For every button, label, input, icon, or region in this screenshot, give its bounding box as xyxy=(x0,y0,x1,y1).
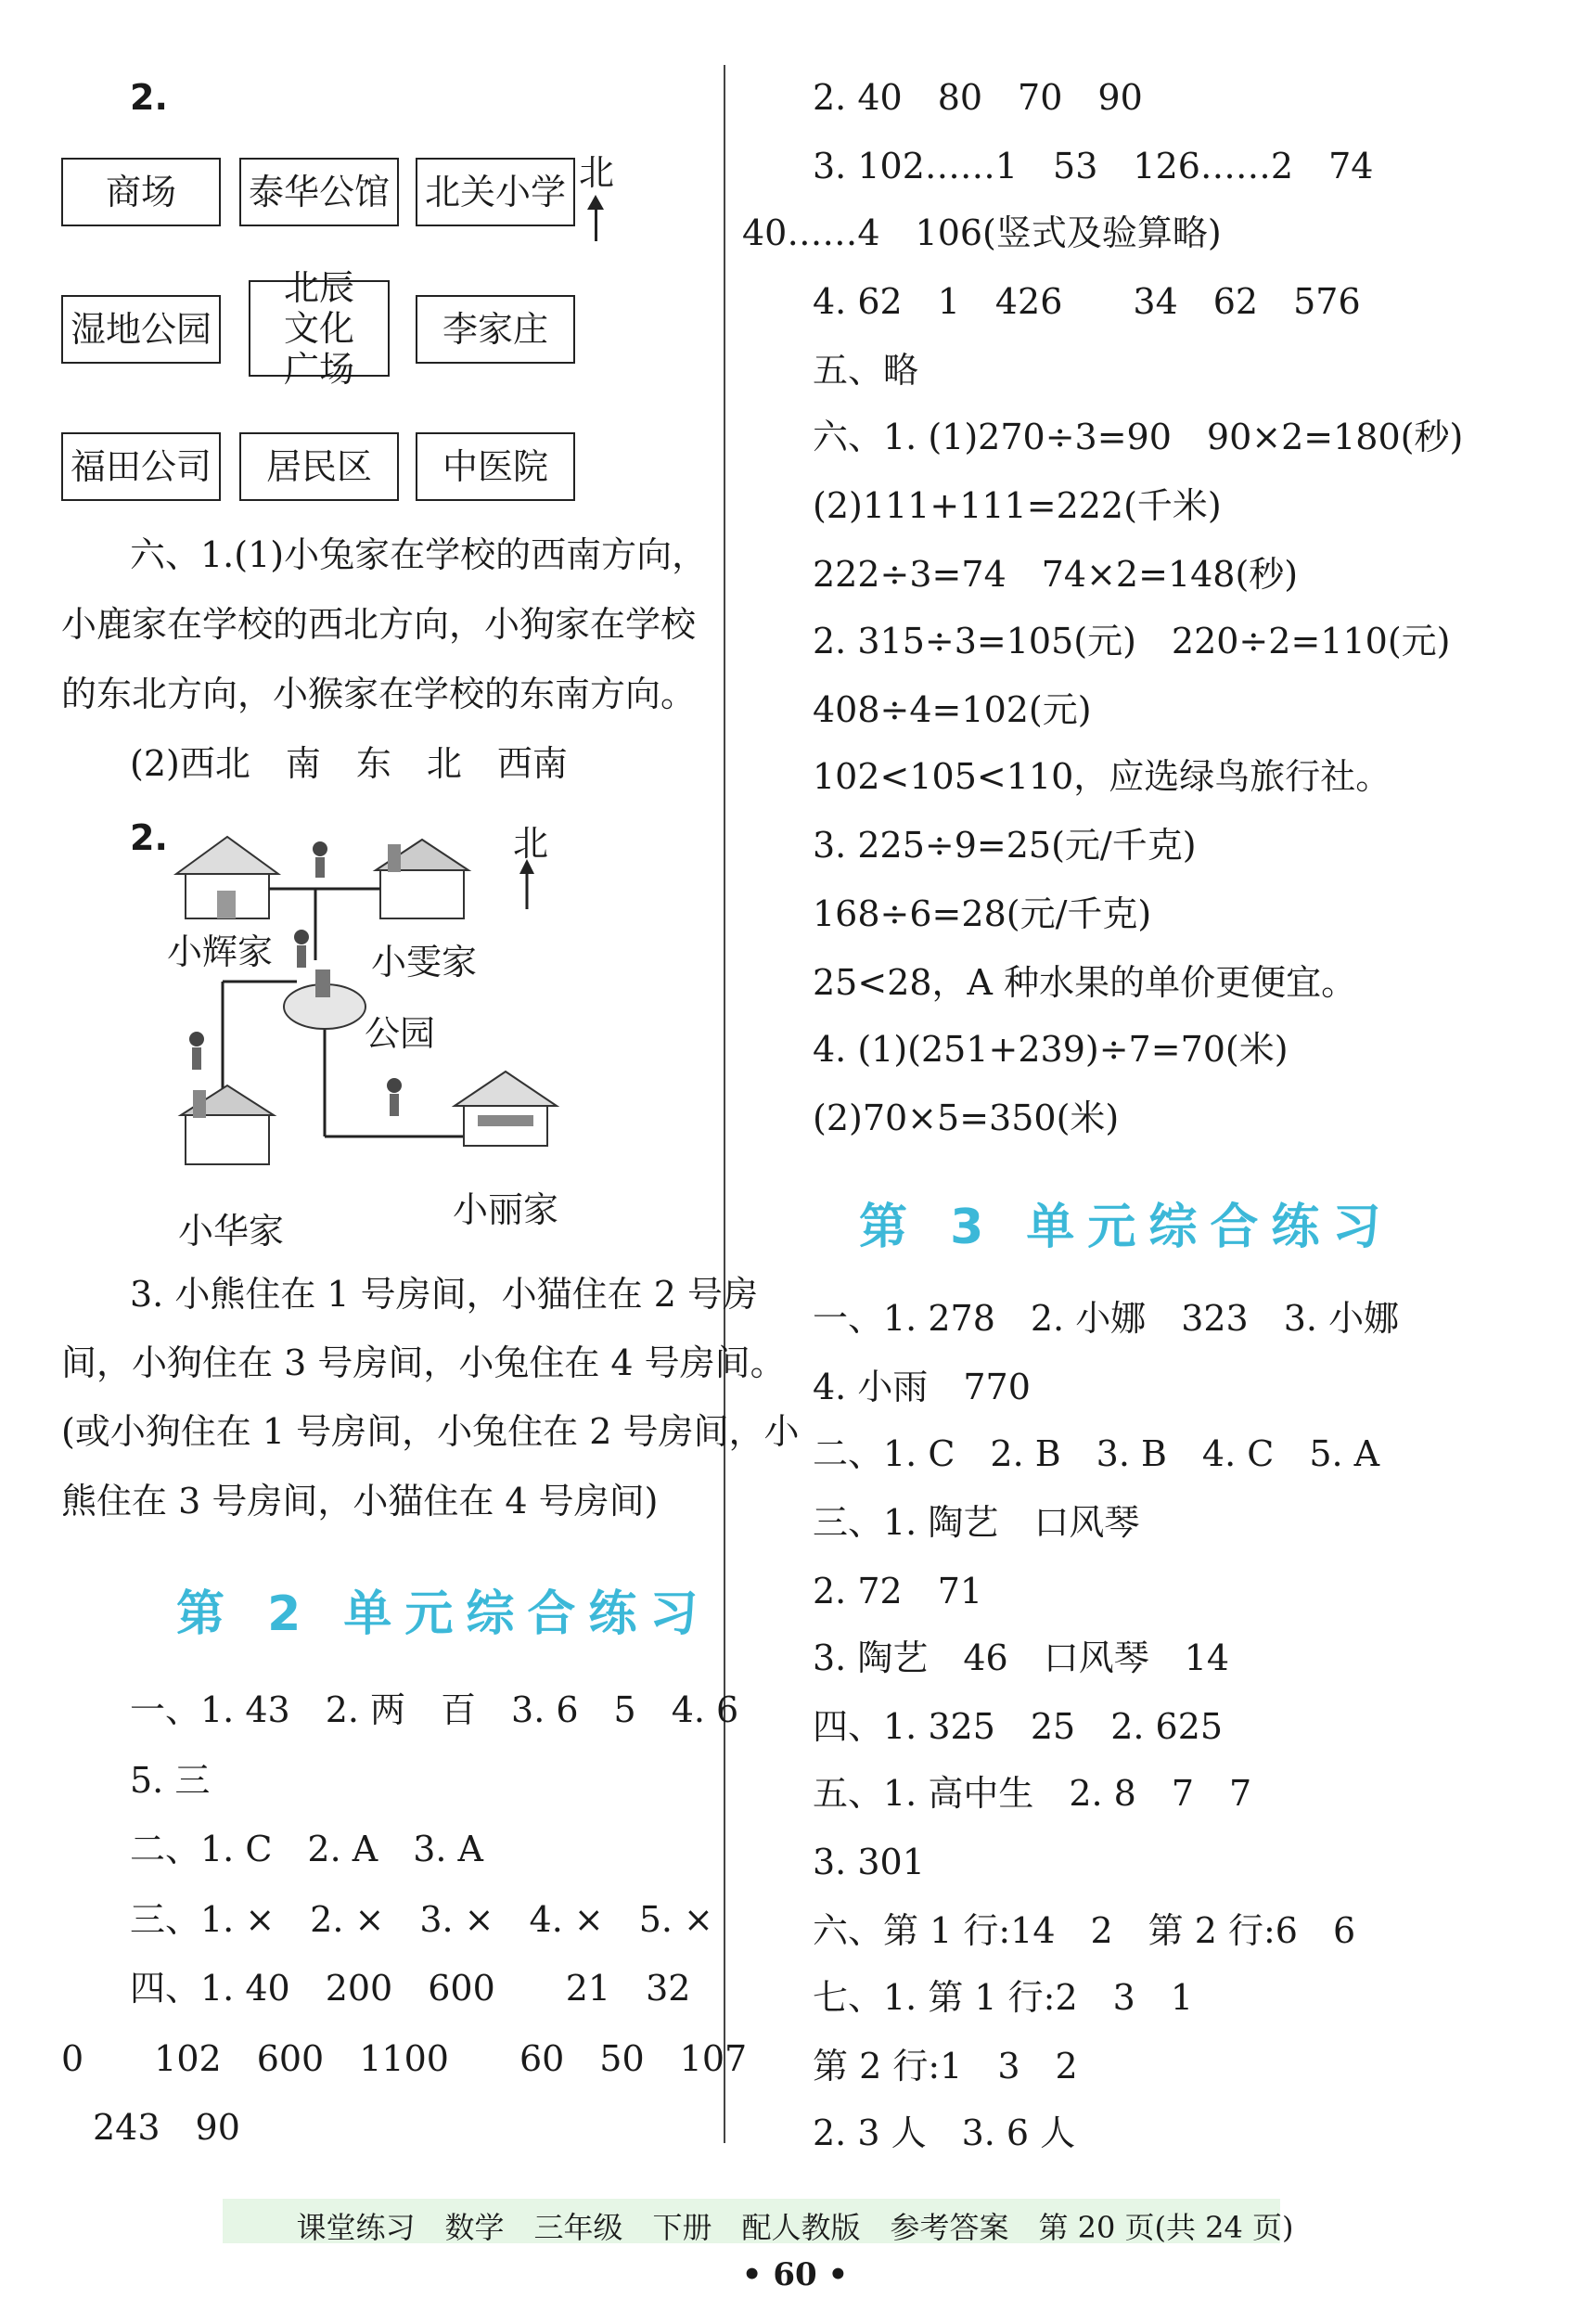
answer-line: 2. 3 人 3. 6 人 xyxy=(813,2112,1076,2153)
map-box-beichen: 北辰文化广场 xyxy=(249,280,390,377)
map-box-futian: 福田公司 xyxy=(61,432,221,501)
answer-line: 一、1. 43 2. 两 百 3. 6 5 4. 6 xyxy=(130,1689,739,1730)
map-box-tcm-hospital: 中医院 xyxy=(416,432,575,501)
north-label: 北 xyxy=(579,152,615,193)
church-icon xyxy=(181,1085,274,1164)
section-title: 第 3 单元综合练习 xyxy=(859,1200,1394,1255)
child-icon xyxy=(189,1032,204,1046)
map-box-residential: 居民区 xyxy=(239,432,399,501)
answer-line: 168÷6=28(元/千克) xyxy=(813,893,1152,934)
answer-line: 2. 315÷3=105(元) 220÷2=110(元) xyxy=(813,621,1451,661)
child-icon xyxy=(294,930,309,944)
answer-line: 七、1. 第 1 行:2 3 1 xyxy=(813,1977,1194,2018)
answer-line: 一、1. 278 2. 小娜 323 3. 小娜 xyxy=(813,1298,1400,1339)
answer-line: 4. 62 1 426 34 62 576 xyxy=(813,281,1361,322)
question-label: 2. xyxy=(130,77,168,118)
map-box-taihua: 泰华公馆 xyxy=(239,158,399,226)
answer-line: 二、1. C 2. A 3. A xyxy=(130,1829,483,1869)
answer-line: 2. 72 71 xyxy=(813,1571,983,1611)
answer-line: 0 102 600 1100 60 50 107 xyxy=(61,2038,748,2079)
page-number: • 60 • xyxy=(741,2256,849,2293)
map-box-beiguan: 北关小学 xyxy=(416,158,575,226)
route-figure xyxy=(158,816,714,1243)
church-icon xyxy=(376,840,468,918)
house-icon xyxy=(176,837,278,918)
answer-line: 4. (1)(251+239)÷7=70(米) xyxy=(813,1029,1289,1070)
answer-line: 3. 陶艺 46 口风琴 14 xyxy=(813,1637,1230,1678)
north-arrow-shaft xyxy=(595,206,597,241)
house-icon xyxy=(455,1072,557,1146)
place-label: 小辉家 xyxy=(167,931,274,972)
answer-line: 五、略 xyxy=(813,350,919,391)
question-label: 2. xyxy=(130,817,168,858)
answer-line: 六、第 1 行:14 2 第 2 行:6 6 xyxy=(813,1910,1356,1951)
answer-line: 102<105<110，应选绿鸟旅行社。 xyxy=(813,756,1391,797)
answer-line: 熊住在 3 号房间，小猫住在 4 号房间) xyxy=(61,1481,659,1522)
answer-line: (2)西北 南 东 北 西南 xyxy=(130,743,568,784)
answer-line: 三、1. × 2. × 3. × 4. × 5. × xyxy=(130,1899,713,1940)
answer-line: 5. 三 xyxy=(130,1760,211,1801)
answer-line: 40……4 106(竖式及验算略) xyxy=(742,212,1222,253)
answer-line: 六、1. (1)270÷3=90 90×2=180(秒) xyxy=(813,417,1464,457)
map-box-wetland: 湿地公园 xyxy=(61,295,221,364)
answer-line: 3. 102……1 53 126……2 74 xyxy=(813,146,1374,186)
answer-line: 4. 小雨 770 xyxy=(813,1367,1031,1407)
answer-line: 四、1. 325 25 2. 625 xyxy=(813,1706,1224,1747)
answer-line: 3. 小熊住在 1 号房间，小猫住在 2 号房 xyxy=(130,1274,759,1315)
answer-line: 2. 40 80 70 90 xyxy=(813,77,1143,118)
child-icon xyxy=(313,841,327,856)
north-label: 北 xyxy=(513,823,549,864)
answer-line: 五、1. 高中生 2. 8 7 7 xyxy=(813,1773,1252,1814)
answer-line: 四、1. 40 200 600 21 32 xyxy=(130,1968,691,2009)
answer-line: 243 90 xyxy=(93,2107,240,2148)
answer-line: 三、1. 陶艺 口风琴 xyxy=(813,1502,1140,1543)
map-box-lijiazhuang: 李家庄 xyxy=(416,295,575,364)
answer-line: 222÷3=74 74×2=148(秒) xyxy=(813,554,1299,595)
answer-line: 小鹿家在学校的西北方向，小狗家在学校 xyxy=(61,604,697,645)
place-label: 公园 xyxy=(365,1013,436,1054)
place-label: 小雯家 xyxy=(371,942,478,982)
answer-line: (2)111+111=222(千米) xyxy=(813,485,1222,526)
answer-line: 的东北方向，小猴家在学校的东南方向。 xyxy=(61,674,697,714)
answer-line: 第 2 行:1 3 2 xyxy=(813,2046,1078,2086)
map-box-mall: 商场 xyxy=(61,158,221,226)
answer-line: 408÷4=102(元) xyxy=(813,689,1092,730)
answer-line: 间，小狗住在 3 号房间，小兔住在 4 号房间。 xyxy=(61,1342,786,1383)
answer-line: 25<28，A 种水果的单价更便宜。 xyxy=(813,962,1357,1003)
answer-line: 六、1.(1)小兔家在学校的西南方向， xyxy=(130,534,708,575)
answer-line: 3. 301 xyxy=(813,1842,925,1882)
section-title: 第 2 单元综合练习 xyxy=(176,1586,712,1642)
park-icon xyxy=(284,969,365,1029)
answer-line: (或小狗住在 1 号房间，小兔住在 2 号房间，小 xyxy=(61,1411,800,1452)
child-icon xyxy=(387,1078,402,1093)
answer-line: 3. 225÷9=25(元/千克) xyxy=(813,825,1197,866)
answer-line: 二、1. C 2. B 3. B 4. C 5. A xyxy=(813,1433,1380,1474)
answer-line: (2)70×5=350(米) xyxy=(813,1098,1120,1138)
place-label: 小丽家 xyxy=(453,1189,559,1230)
place-label: 小华家 xyxy=(178,1211,285,1252)
column-divider xyxy=(724,65,725,2143)
footer-text: 课堂练习 数学 三年级 下册 配人教版 参考答案 第 20 页(共 24 页) xyxy=(296,2210,1294,2245)
